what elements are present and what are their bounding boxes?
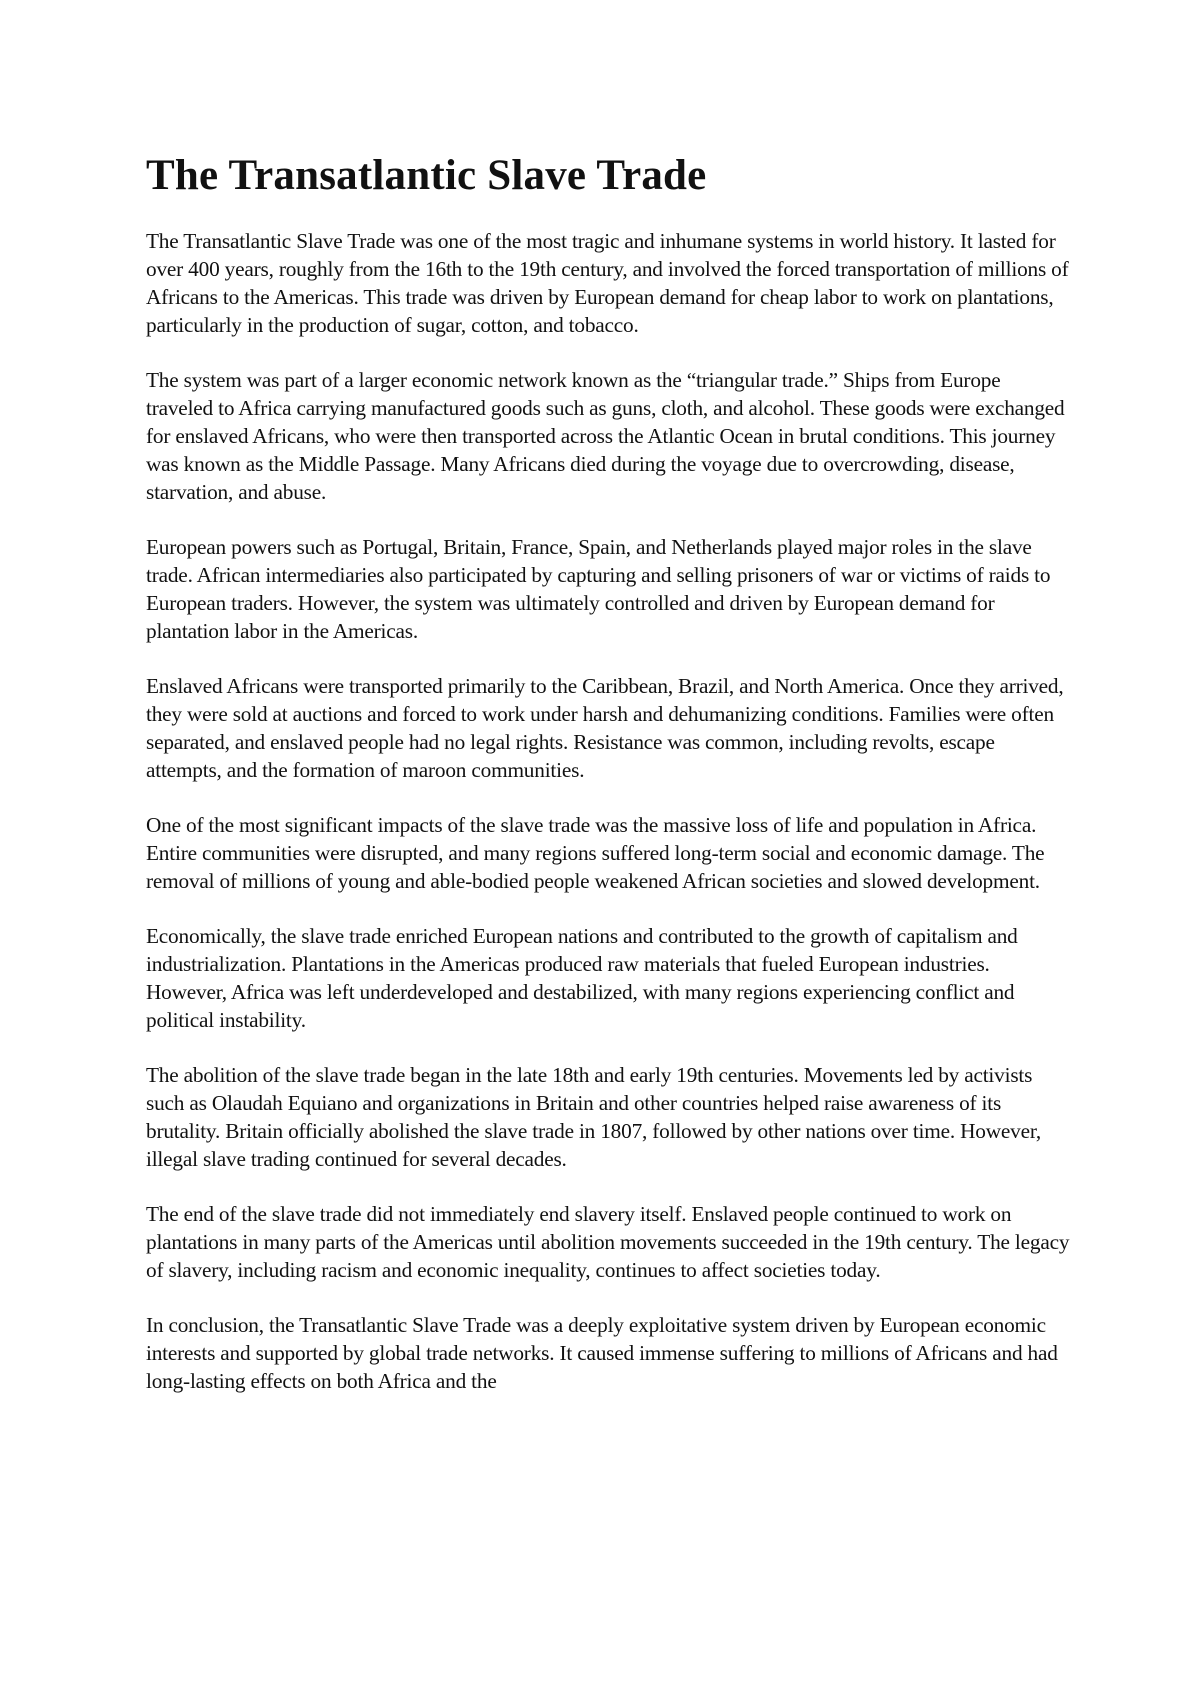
paragraph-3: European powers such as Portugal, Britain, France, Spain, and Netherlands played major roles in the slave trade. African intermediaries also participated by capturing and selling prisoners of war or victims of raids to European traders. However, the system was ultimately controlled and driven by European demand for plantation labor in the Americas. (146, 535, 1051, 643)
paragraph-8: The end of the slave trade did not immediately end slavery itself. Enslaved people continued to work on plantations in many parts of the Americas until abolition movements succeeded in the 19th century. The legacy of slavery, including racism and economic inequality, continues to affect societies today. (146, 1202, 1070, 1282)
document-body (146, 150, 1071, 1422)
paragraph-4: Enslaved Africans were transported primarily to the Caribbean, Brazil, and North America. Once they arrived, they were sold at auctions and forced to work under harsh and dehumanizing conditions. Families were often separated, and enslaved people had no legal rights. Resistance was common, including revolts, escape attempts, and the formation of maroon communities. (146, 674, 1064, 782)
paragraph-6: Economically, the slave trade enriched European nations and contributed to the growth of capitalism and industrialization. Plantations in the Americas produced raw materials that fueled European industries. However, Africa was left underdeveloped and destabilized, with many regions experiencing conflict and political instability. (146, 924, 1018, 1032)
document-title: The Transatlantic Slave Trade (146, 152, 707, 199)
paragraph-9: In conclusion, the Transatlantic Slave Trade was a deeply exploitative system driven by European economic interests and supported by global trade networks. It caused immense suffering to millions of Africans and had long-lasting effects on both Africa and the (146, 1313, 1058, 1393)
paragraph-7: The abolition of the slave trade began in the late 18th and early 19th centuries. Movements led by activists such as Olaudah Equiano and organizations in Britain and other countries helped raise awareness of its brutality. Britain officially abolished the slave trade in 1807, followed by other nations over time. However, illegal slave trading continued for several decades. (146, 1063, 1042, 1171)
paragraph-5: One of the most significant impacts of the slave trade was the massive loss of life and population in Africa. Entire communities were disrupted, and many regions suffered long-term social and economic damage. The removal of millions of young and able-bodied people weakened African societies and slowed development. (146, 813, 1045, 893)
paragraph-1: The Transatlantic Slave Trade was one of the most tragic and inhumane systems in world history. It lasted for over 400 years, roughly from the 16th to the 19th century, and involved the forced transportation of millions of Africans to the Americas. This trade was driven by European demand for cheap labor to work on plantations, particularly in the production of sugar, cotton, and tobacco. (146, 229, 1069, 337)
paragraph-2: The system was part of a larger economic network known as the “triangular trade.” Ships from Europe traveled to Africa carrying manufactured goods such as guns, cloth, and alcohol. These goods were exchanged for enslaved Africans, who were then transported across the Atlantic Ocean in brutal conditions. This journey was known as the Middle Passage. Many Africans died during the voyage due to overcrowding, disease, starvation, and abuse. (146, 368, 1065, 504)
